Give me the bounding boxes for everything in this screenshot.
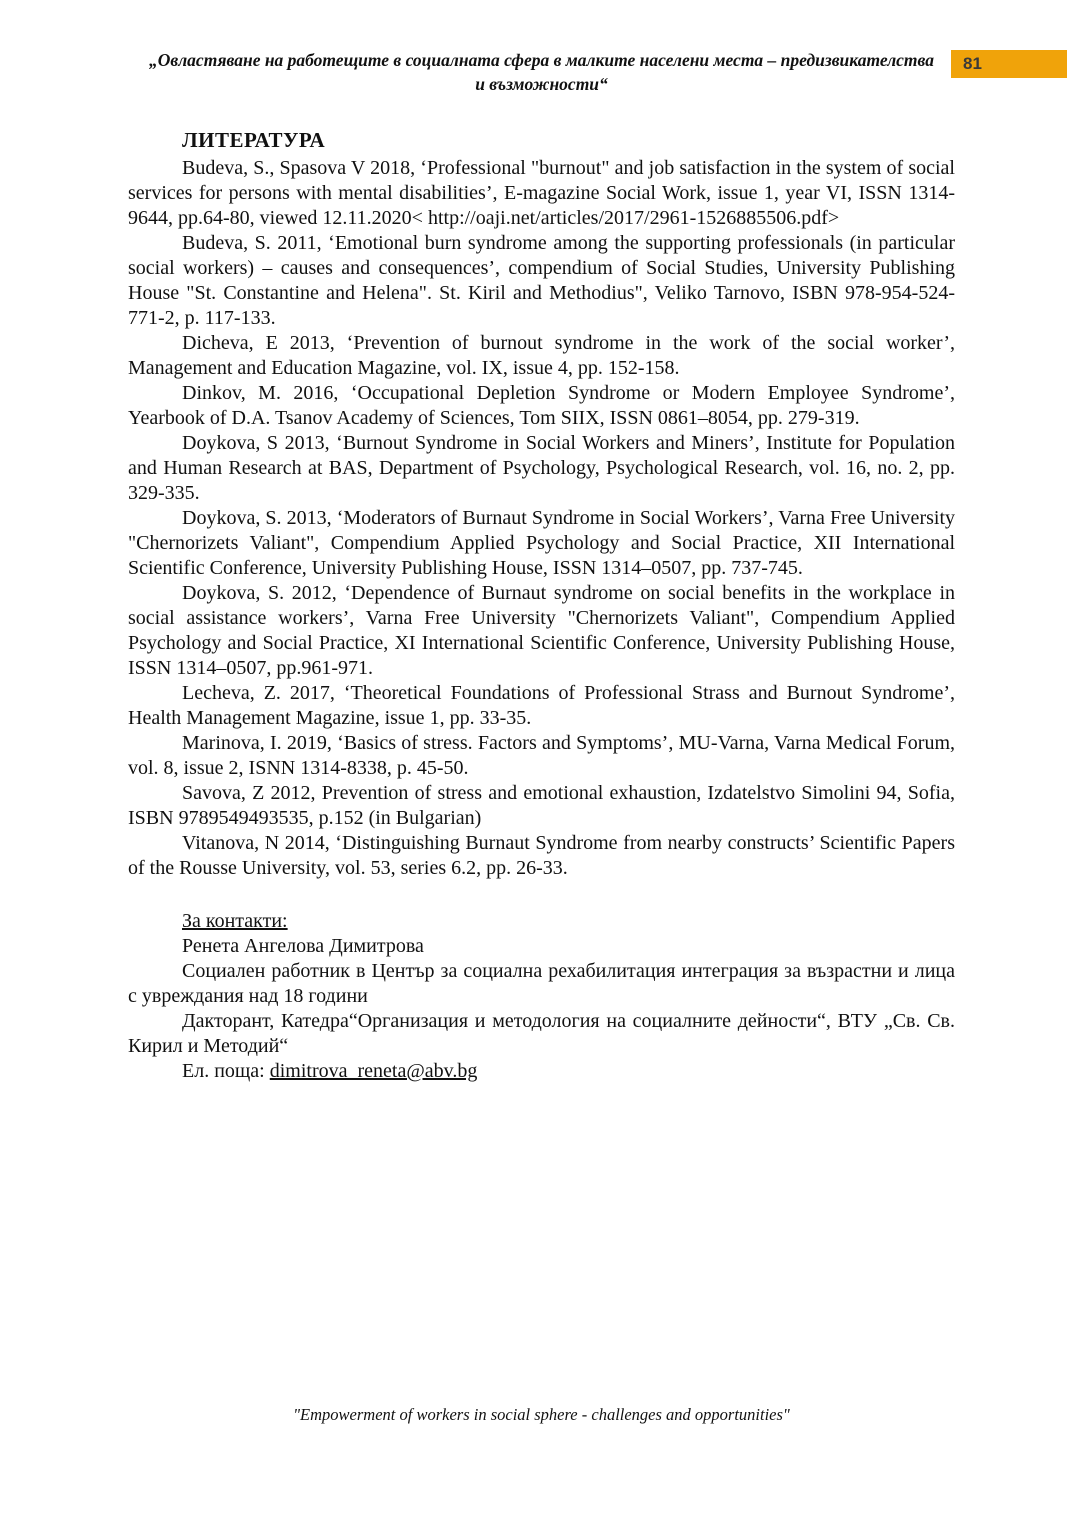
page-number-badge: 81 [951,50,1067,78]
section-title: ЛИТЕРАТУРА [182,128,326,152]
contact-affiliation: Дакторант, Катедра“Организация и методология на социалните дейности“, ВТУ „Св. Св. Кирил и Методий“ [128,1010,955,1057]
reference-entry: Budeva, S. 2011, ‘Emotional burn syndrome among the supporting professionals (in particular social workers) – causes and consequences’, compendium of Social Studies, University Publishing House "St. Constantine and Helena". St. Kiril and Methodius", Veliko Tarnovo, ISBN 978-954-524-771-2, p. 117-133. [128,232,955,329]
reference-entry: Dicheva, E 2013, ‘Prevention of burnout syndrome in the work of the social worker’, Management and Education Magazine, vol. IX, issue 4, pp. 152-158. [128,332,955,379]
contact-role: Социален работник в Център за социална рехабилитация интеграция за възрастни и лица с увреждания над 18 години [128,960,955,1007]
contacts-section [128,909,955,1084]
reference-entry: Budeva, S., Spasova V 2018, ‘Professional "burnout" and job satisfaction in the system of social services for persons with mental disabilities’, E-magazine Social Work, issue 1, year VI, ISSN 1314-9644, pp.64-80, viewed 12.11.2020< http://oaji.net/articles/2017/2961-1526885506.pdf> [128,157,955,229]
running-header-line2: и възможности“ [475,74,608,94]
running-header-line1: „Овластяване на работещите в социалната сфера в малките населени места – предизвикателства [148,50,934,70]
contact-name: Ренета Ангелова Димитрова [182,935,424,957]
page-footer: "Empowerment of workers in social sphere - challenges and opportunities" [293,1405,790,1424]
reference-entry: Doykova, S 2013, ‘Burnout Syndrome in Social Workers and Miners’, Institute for Population and Human Research at BAS, Department of Psychology, Psychological Research, vol. 16, no. 2, pp. 329-335. [128,432,955,504]
contacts-heading [128,909,955,934]
contacts-heading-text: За контакти: [182,910,288,932]
page-body [128,128,955,1084]
email-label: Ел. поща: [182,1060,270,1082]
email-link[interactable]: dimitrova_reneta@abv.bg [269,1060,478,1082]
reference-entry: Vitanova, N 2014, ‘Distinguishing Burnaut Syndrome from nearby constructs’ Scientific Papers of the Rousse University, vol. 53, series 6.2, pp. 26-33. [128,832,955,879]
contact-email-row [128,1059,955,1084]
running-header [128,48,955,96]
reference-entry: Marinova, I. 2019, ‘Basics of stress. Factors and Symptoms’, MU-Varna, Varna Medical Forum, vol. 8, issue 2, ISNN 1314-8338, p. 45-50. [128,732,955,779]
reference-entry: Dinkov, M. 2016, ‘Occupational Depletion Syndrome or Modern Employee Syndrome’, Yearbook of D.A. Tsanov Academy of Sciences, Tom SIIX, ISSN 0861–8054, pp. 279-319. [128,382,955,429]
reference-entry: Savova, Z 2012, Prevention of stress and emotional exhaustion, Izdatelstvo Simolini 94, Sofia, ISBN 9789549493535, p.152 (in Bulgarian) [128,782,955,829]
reference-entry: Doykova, S. 2013, ‘Moderators of Burnaut Syndrome in Social Workers’, Varna Free University "Chernorizets Valiant", Compendium Applied Psychology and Social Practice, XII International Scientific Conference, University Publishing House, ISSN 1314–0507, pp. 737-745. [128,507,955,579]
reference-entry: Lecheva, Z. 2017, ‘Theoretical Foundations of Professional Strass and Burnout Syndrome’, Health Management Magazine, issue 1, pp. 33-35. [128,682,955,729]
reference-entry: Doykova, S. 2012, ‘Dependence of Burnaut syndrome on social benefits in the workplace in social assistance workers’, Varna Free University "Chernorizets Valiant", Compendium Applied Psychology and Social Practice, XI International Scientific Conference, University Publishing House, ISSN 1314–0507, pp.961-971. [128,582,955,679]
